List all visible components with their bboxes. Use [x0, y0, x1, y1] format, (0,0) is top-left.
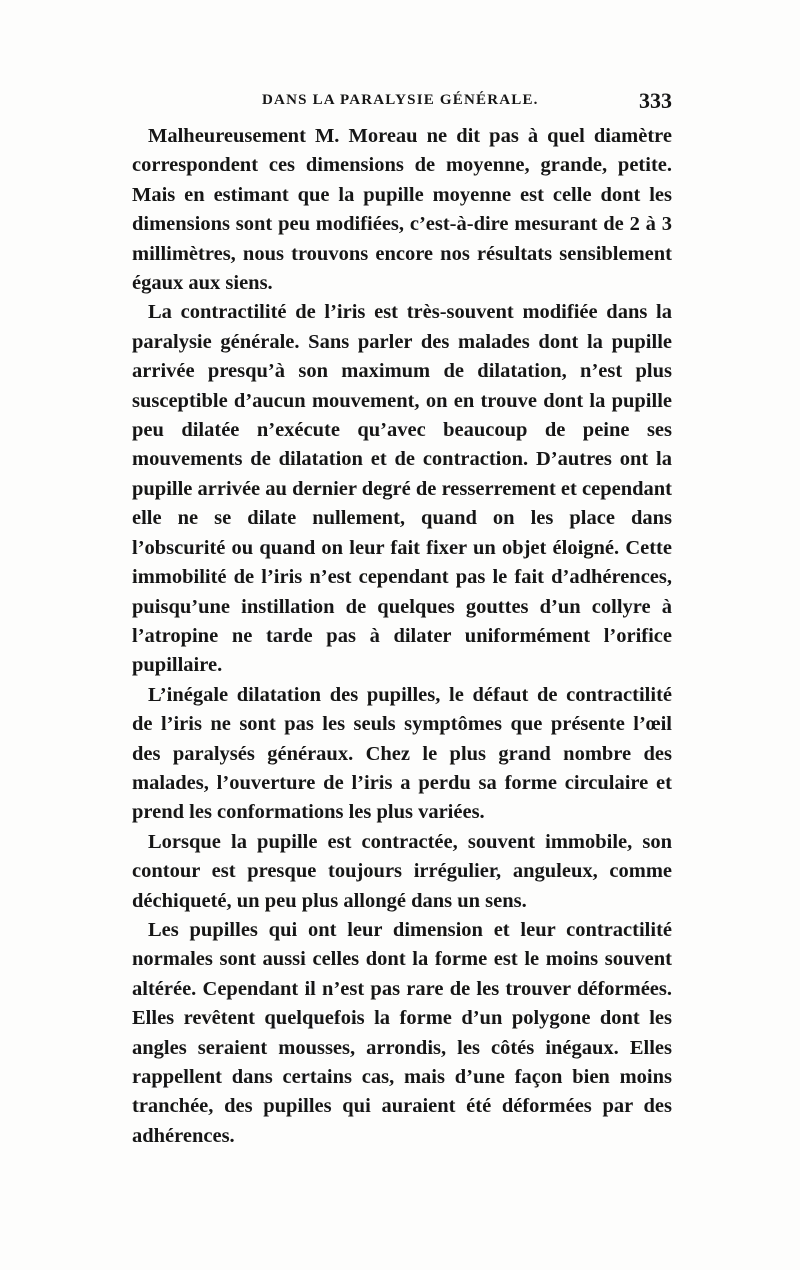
paragraph: L’inégale dilatation des pupilles, le défaut de contractilité de l’iris ne sont pas les seuls symptômes que présente l’œil des paralysés généraux. Chez le plus grand nombre des malades, l’ouverture de l’iris a perdu sa forme circulaire et prend les conformations les plus variées. [132, 683, 672, 824]
running-title: DANS LA PARALYSIE GÉNÉRALE. [262, 92, 539, 108]
paragraph: La contractilité de l’iris est très-souvent modifiée dans la paralysie générale. Sans parler des malades dont la pupille arrivée presqu’à son maximum de dilatation, n’est plus susceptible d’aucun mouvement, on en trouve dont la pupille peu dilatée n’exécute qu’avec beaucoup de peine ses mouvements de dilatation et de contraction. D’autres ont la pupille arrivée au dernier degré de resserrement et cependant elle ne se dilate nullement, quand on les place dans l’obscurité ou quand on leur fait fixer un objet éloigné. Cette immobilité de l’iris n’est cependant pas le fait d’adhérences, puisqu’une instillation de quelques gouttes d’un collyre à l’atropine ne tarde pas à dilater uniformément l’orifice pupillaire. [132, 301, 672, 677]
body-text [132, 122, 672, 1151]
page-header [132, 88, 672, 122]
paragraph: Malheureusement M. Moreau ne dit pas à quel diamètre correspondent ces dimensions de moyenne, grande, petite. Mais en estimant que la pupille moyenne est celle dont les dimensions sont peu modifiées, c’est-à-dire mesurant de 2 à 3 millimètres, nous trouvons encore nos résultats sensiblement égaux aux siens. [132, 125, 672, 295]
page-number: 333 [639, 88, 672, 113]
paragraph: Les pupilles qui ont leur dimension et leur contractilité normales sont aussi celles dont la forme est le moins souvent altérée. Cependant il n’est pas rare de les trouver déformées. Elles revêtent quelquefois la forme d’un polygone dont les angles seraient mousses, arrondis, les côtés inégaux. Elles rappellent dans certains cas, mais d’une façon bien moins tranchée, des pupilles qui auraient été déformées par des adhérences. [132, 918, 672, 1147]
paragraph: Lorsque la pupille est contractée, souvent immobile, son contour est presque toujours irrégulier, anguleux, comme déchiqueté, un peu plus allongé dans un sens. [132, 830, 672, 912]
